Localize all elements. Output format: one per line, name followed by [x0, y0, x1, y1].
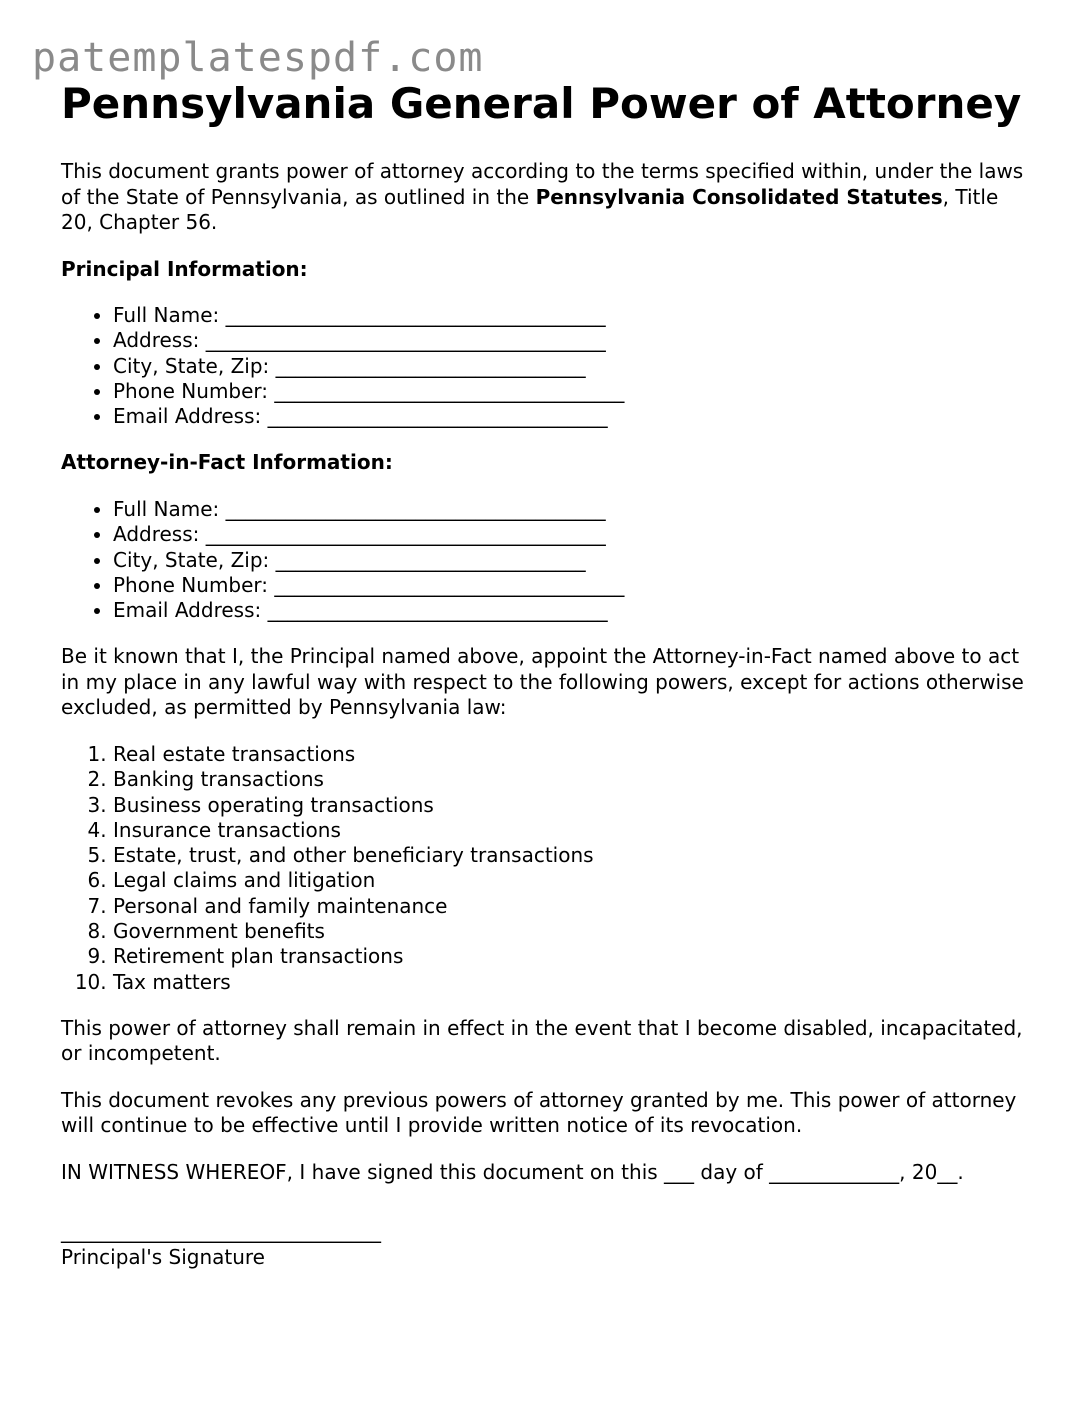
principal-phone: • Phone Number: ___________________________________	[113, 379, 1036, 404]
witness-paragraph: IN WITNESS WHEREOF, I have signed this document on this ___ day of _____________, 20__.	[61, 1159, 964, 1184]
principal-fields	[61, 303, 1036, 429]
attorney-fields	[61, 497, 1036, 623]
attorney-email: • Email Address: __________________________________	[113, 598, 1036, 623]
revocation-paragraph: This document revokes any previous powers of attorney granted by me. This power of attorney will continue to be effective until I provide written notice of its revocation.	[61, 1087, 1017, 1138]
power-item: 1. Real estate transactions	[113, 742, 1036, 767]
principal-full-name: • Full Name: ______________________________________	[113, 303, 1036, 328]
attorney-phone: • Phone Number: ___________________________________	[113, 573, 1036, 598]
principal-email: • Email Address: __________________________________	[113, 404, 1036, 429]
power-item: 8. Government benefits	[113, 919, 1036, 944]
principal-heading: Principal Information:	[61, 256, 308, 281]
powers-list	[61, 742, 1036, 995]
signature-line: ________________________________	[61, 1219, 381, 1244]
power-item: 4. Insurance transactions	[113, 818, 1036, 843]
power-item: 10. Tax matters	[113, 970, 1036, 995]
intro-text-after: , Title 20, Chapter 56.	[61, 184, 999, 234]
durability-paragraph: This power of attorney shall remain in effect in the event that I become disabled, incapacitated, or incompetent.	[61, 1015, 1023, 1066]
power-item: 6. Legal claims and litigation	[113, 868, 1036, 893]
signature-block	[61, 1219, 1036, 1270]
document-title: Pennsylvania General Power of Attorney	[61, 79, 1022, 128]
power-item: 3. Business operating transactions	[113, 793, 1036, 818]
watermark: patemplatespdf.com	[32, 35, 484, 81]
intro-text-before: This document grants power of attorney according to the terms specified within, under the laws of the State of Pennsylvania, as outlined in the	[61, 159, 1024, 209]
attorney-full-name: • Full Name: ______________________________________	[113, 497, 1036, 522]
intro-paragraph	[61, 159, 1036, 236]
signature-label: Principal's Signature	[61, 1244, 265, 1269]
principal-address: • Address: ________________________________________	[113, 328, 1036, 353]
power-item: 7. Personal and family maintenance	[113, 894, 1036, 919]
power-item: 9. Retirement plan transactions	[113, 944, 1036, 969]
principal-city-state-zip: • City, State, Zip: _______________________________	[113, 354, 1036, 379]
attorney-city-state-zip: • City, State, Zip: _______________________________	[113, 548, 1036, 573]
statute-name: Pennsylvania Consolidated Statutes	[535, 184, 943, 209]
document-body	[61, 78, 1036, 1291]
power-item: 2. Banking transactions	[113, 767, 1036, 792]
attorney-heading: Attorney-in-Fact Information:	[61, 450, 393, 475]
appointment-paragraph: Be it known that I, the Principal named above, appoint the Attorney-in-Fact named above to act in my place in any lawful way with respect to the following powers, except for actions otherwise excluded, as permitted by Pennsylvania law:	[61, 644, 1024, 720]
power-item: 5. Estate, trust, and other beneficiary transactions	[113, 843, 1036, 868]
attorney-address: • Address: ________________________________________	[113, 522, 1036, 547]
